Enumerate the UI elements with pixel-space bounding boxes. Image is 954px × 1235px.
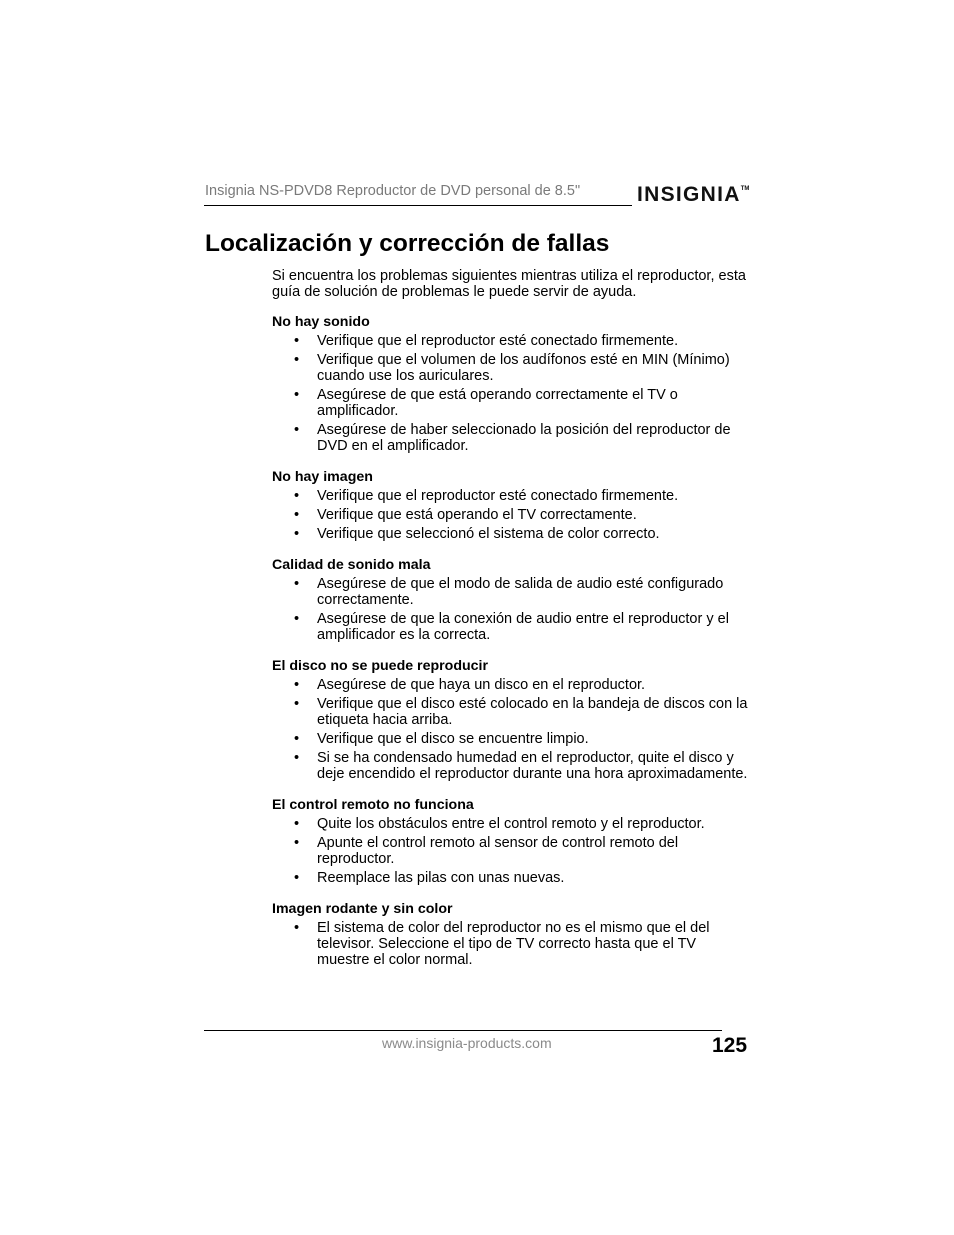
insignia-logo: [637, 183, 749, 207]
list-item-text: Verifique que el volumen de los audífonos esté en MIN (Mínimo) cuando use los auriculares.: [317, 352, 730, 384]
section-rolling-image: [272, 901, 752, 968]
trademark-mark: TM: [740, 186, 750, 192]
intro-paragraph: Si encuentra los problemas siguientes mientras utiliza el reproductor, esta guía de solución de problemas le puede servir de ayuda.: [272, 268, 746, 300]
list-item: [272, 835, 752, 867]
page-title: Localización y corrección de fallas: [205, 230, 610, 257]
section-heading: No hay imagen: [272, 469, 373, 485]
list-item-text: Verifique que el disco se encuentre limpio.: [317, 731, 589, 747]
bullet-icon: •: [294, 677, 300, 693]
section-heading: Imagen rodante y sin color: [272, 901, 453, 917]
footer-divider: [204, 1030, 722, 1031]
section-heading: El disco no se puede reproducir: [272, 658, 489, 674]
list-item-text: Asegúrese de que haya un disco en el reproductor.: [317, 677, 646, 693]
bullet-icon: •: [294, 526, 300, 542]
bullet-icon: •: [294, 333, 300, 349]
section-heading: El control remoto no funciona: [272, 797, 474, 813]
list-item-text: Si se ha condensado humedad en el reproductor, quite el disco y deje encendido el reproductor durante una hora aproximadamente.: [317, 750, 748, 782]
section-poor-sound: [272, 557, 752, 643]
list-item-text: Verifique que el reproductor esté conectado firmemente.: [317, 488, 679, 504]
bullet-icon: •: [294, 352, 300, 368]
section-no-sound: [272, 314, 752, 454]
section-remote-not-working: [272, 797, 752, 886]
section-heading: No hay sonido: [272, 314, 370, 330]
bullet-icon: •: [294, 920, 300, 936]
list-item: [272, 576, 752, 608]
bullet-icon: •: [294, 422, 300, 438]
list-item-text: El sistema de color del reproductor no es el mismo que el del televisor. Seleccione el tipo de TV correcto hasta que el TV muestre el color normal.: [317, 920, 710, 968]
list-item-text: Verifique que está operando el TV correctamente.: [317, 507, 637, 523]
list-item: [272, 333, 752, 349]
section-heading: Calidad de sonido mala: [272, 557, 431, 573]
list-item-text: Asegúrese de haber seleccionado la posición del reproductor de DVD en el amplificador.: [317, 422, 731, 454]
list-item: [272, 526, 752, 542]
troubleshooting-content: [272, 268, 752, 968]
logo-wordmark: INSIGNIA: [637, 183, 741, 206]
section-no-image: [272, 469, 752, 542]
bullet-list: [272, 576, 752, 643]
bullet-icon: •: [294, 696, 300, 712]
bullet-icon: •: [294, 611, 300, 627]
list-item: [272, 920, 752, 968]
list-item-text: Reemplace las pilas con unas nuevas.: [317, 870, 565, 886]
bullet-icon: •: [294, 576, 300, 592]
header-divider: [204, 205, 632, 206]
bullet-icon: •: [294, 488, 300, 504]
bullet-icon: •: [294, 387, 300, 403]
bullet-list: [272, 333, 752, 454]
list-item: [272, 750, 752, 782]
page-number: 125: [712, 1034, 748, 1057]
footer-url: www.insignia-products.com: [382, 1035, 552, 1051]
list-item: [272, 387, 752, 419]
running-header: Insignia NS-PDVD8 Reproductor de DVD personal de 8.5": [205, 183, 581, 199]
bullet-list: [272, 488, 752, 542]
list-item: [272, 677, 752, 693]
list-item: [272, 696, 752, 728]
list-item-text: Asegúrese de que la conexión de audio entre el reproductor y el amplificador es la correcta.: [317, 611, 729, 643]
list-item: [272, 507, 752, 523]
section-disc-wont-play: [272, 658, 752, 782]
list-item-text: Apunte el control remoto al sensor de control remoto del reproductor.: [317, 835, 679, 867]
bullet-list: [272, 677, 752, 782]
list-item-text: Asegúrese de que el modo de salida de audio esté configurado correctamente.: [317, 576, 724, 608]
bullet-icon: •: [294, 816, 300, 832]
list-item-text: Quite los obstáculos entre el control remoto y el reproductor.: [317, 816, 705, 832]
bullet-list: [272, 920, 752, 968]
list-item: [272, 731, 752, 747]
list-item: [272, 611, 752, 643]
bullet-icon: •: [294, 507, 300, 523]
list-item: [272, 816, 752, 832]
list-item-text: Verifique que el reproductor esté conectado firmemente.: [317, 333, 679, 349]
bullet-icon: •: [294, 835, 300, 851]
list-item: [272, 870, 752, 886]
list-item: [272, 422, 752, 454]
bullet-icon: •: [294, 870, 300, 886]
bullet-icon: •: [294, 731, 300, 747]
list-item: [272, 352, 752, 384]
list-item-text: Asegúrese de que está operando correctamente el TV o amplificador.: [317, 387, 678, 419]
bullet-icon: •: [294, 750, 300, 766]
list-item-text: Verifique que el disco esté colocado en la bandeja de discos con la etiqueta hacia arriba.: [317, 696, 748, 728]
bullet-list: [272, 816, 752, 886]
list-item: [272, 488, 752, 504]
list-item-text: Verifique que seleccionó el sistema de color correcto.: [317, 526, 660, 542]
